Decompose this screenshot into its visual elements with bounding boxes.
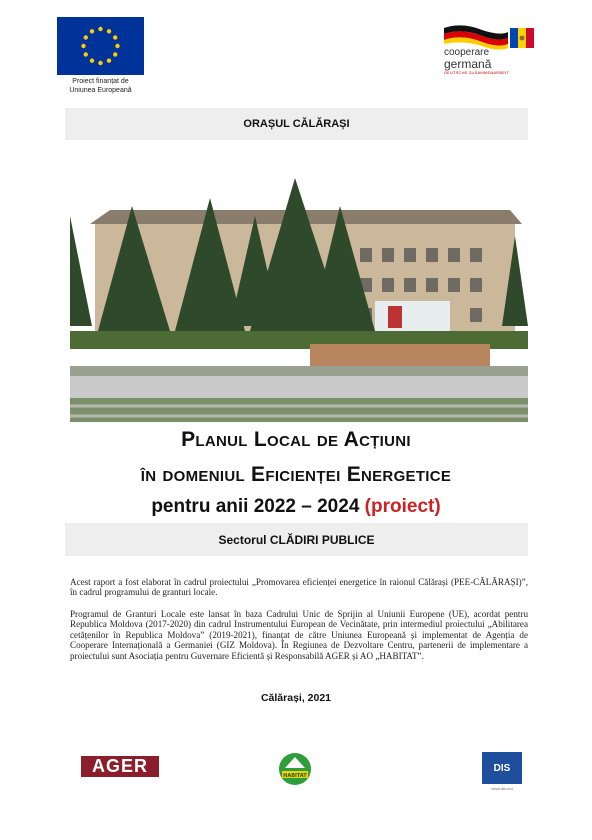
giz-text-line2: germană — [444, 57, 492, 71]
eu-funding-caption — [57, 77, 144, 95]
dis-logo — [482, 752, 522, 784]
eu-caption-line2: Uniunea Europeană — [69, 87, 132, 94]
title-draft-label: (proiect) — [364, 496, 441, 517]
ager-logo-text: AGER — [91, 756, 148, 776]
giz-text-line3: DEUTSCHE ZUSAMMENARBEIT — [444, 70, 510, 75]
eu-star — [113, 35, 117, 39]
eu-star — [84, 35, 88, 39]
eu-caption-line1: Proiect finanțat de — [72, 78, 129, 85]
eu-star — [98, 27, 102, 31]
habitat-logo-text: HABITAT — [283, 773, 307, 779]
eu-star — [107, 59, 111, 63]
intro-paragraph: Acest raport a fost elaborat în cadrul proiectului „Promovarea eficienței energetice în raionul Călărași (PEE-CĂLĂRAȘI)”, în cadrul programului de granturi locale. — [70, 577, 528, 598]
eu-flag-icon — [57, 17, 144, 75]
dis-logo-text: DIS — [493, 762, 511, 774]
eu-star — [113, 52, 117, 56]
eu-star — [81, 44, 85, 48]
eu-star — [90, 59, 94, 63]
habitat-logo-icon — [278, 752, 312, 786]
city-hall-building-photo — [70, 176, 528, 422]
eu-star — [107, 29, 111, 33]
title-years: pentru anii 2022 – 2024 — [151, 496, 365, 517]
city-name: ORAȘUL CĂLĂRAȘI — [243, 118, 350, 130]
place-and-year: Călărași, 2021 — [260, 692, 332, 704]
eu-star — [84, 52, 88, 56]
document-title-line3 — [0, 496, 592, 518]
dis-logo-url: www.dis.md — [491, 786, 513, 791]
germany-moldova-flags-icon — [442, 24, 538, 48]
document-title-line1: Planul Local de Acțiuni — [181, 428, 411, 451]
sector-label: Sectorul CLĂDIRI PUBLICE — [218, 532, 375, 547]
program-paragraph: Programul de Granturi Locale este lansat în baza Cadrului Unic de Sprijin al Uniunii Europene (UE), acordat pentru Republica Moldova (2017-2020) din cadrul Instrumentului European de Vecinătate, prin intermediul proiectului „Abilitarea cetățenilor în Republica Moldova” (2019-2021), finanțat de către Uniunea Europeană și implementat de Agenția de Cooperare Internațională a Germaniei (GIZ Moldova). În Regiunea de Dezvoltare Centru, partenerii de implementare a proiectului sunt Asociația pentru Guvernare Eficientă și Responsabilă AGER și AO „HABITAT”. — [70, 609, 528, 661]
sector-bar — [65, 523, 528, 556]
giz-text-line1: cooperare — [444, 47, 490, 58]
eu-star — [90, 29, 94, 33]
document-title-line2: în domeniul Eficienței Energetice — [140, 463, 452, 486]
eu-star — [98, 61, 102, 65]
eu-star — [115, 44, 119, 48]
city-header-bar — [65, 108, 528, 140]
ager-logo — [81, 756, 159, 777]
